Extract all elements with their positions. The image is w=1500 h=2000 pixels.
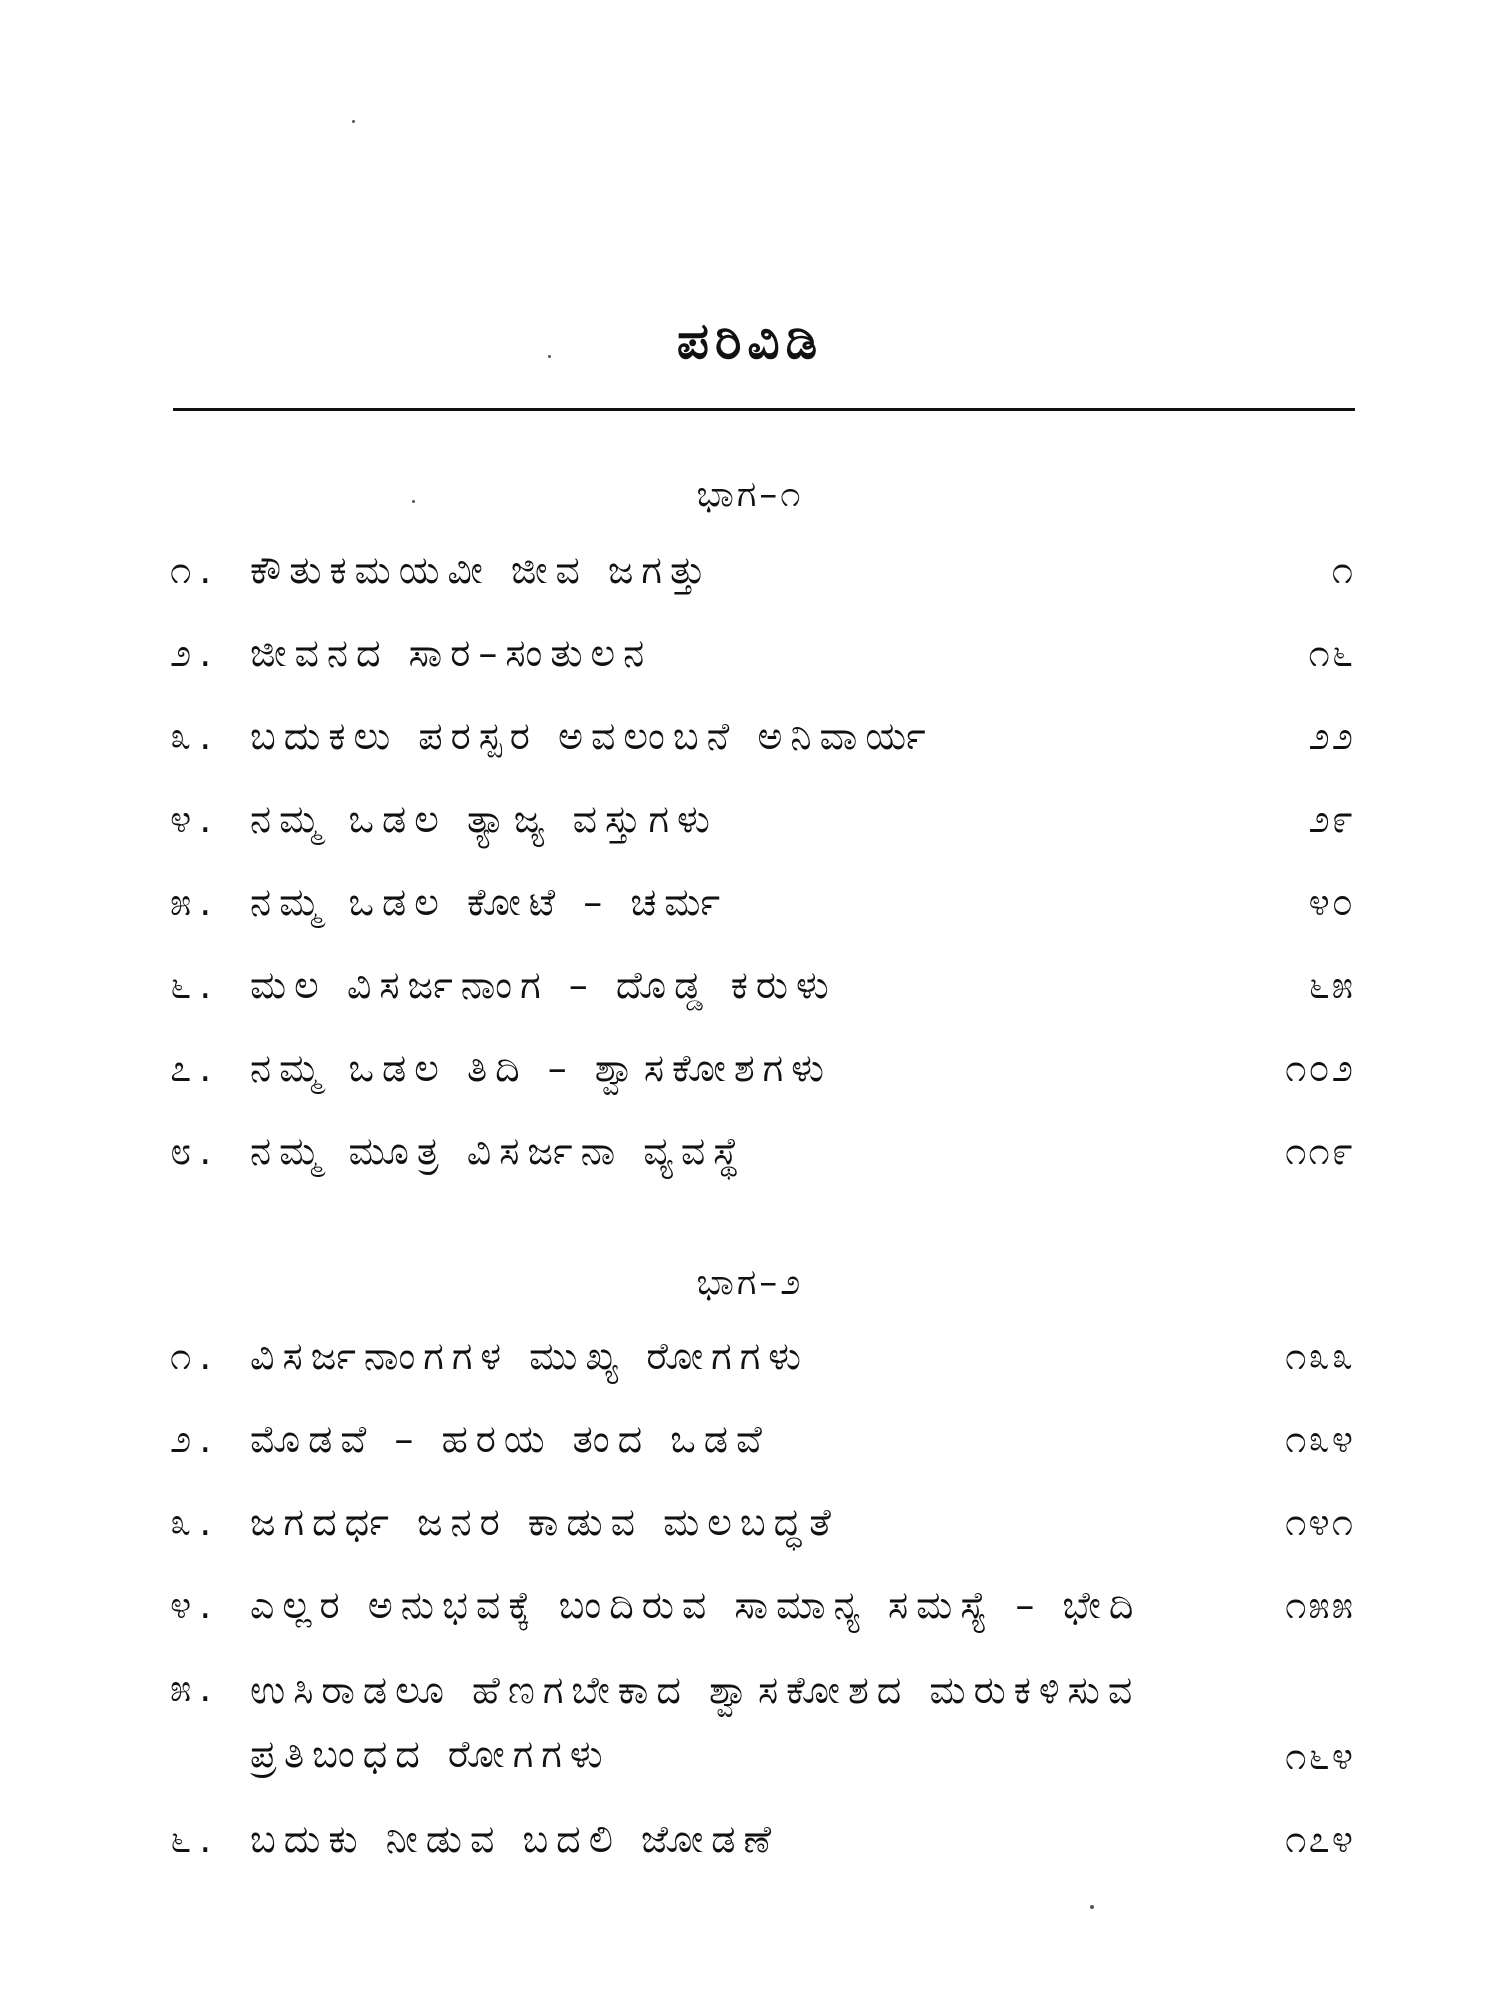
toc-entry (170, 706, 1355, 766)
toc-entry (170, 1492, 1355, 1552)
entry-number: ೪. (170, 797, 220, 841)
entry-title: ಉಸಿರಾಡಲೂ ಹೆಣಗಬೇಕಾದ ಶ್ವಾಸಕೋಶದ ಮರುಕಳಿಸುವ ಪ್ರತಿಬಂಧದ ರೋಗಗಳು (250, 1668, 1141, 1776)
entry-title: ಜೀವನದ ಸಾರ–ಸಂತುಲನ (250, 631, 653, 675)
entry-title: ನಮ್ಮ ಒಡಲ ತ್ಯಾಜ್ಯ ವಸ್ತುಗಳು (250, 797, 718, 841)
entry-page: ೧೩೪ (1285, 1417, 1355, 1461)
entry-title: ನಮ್ಮ ಒಡಲ ಕೋಟೆ – ಚರ್ಮ (250, 880, 729, 924)
entry-number: ೧. (170, 548, 220, 592)
toc-entry (170, 623, 1355, 683)
entry-title: ವಿಸರ್ಜನಾಂಗಗಳ ಮುಖ್ಯ ರೋಗಗಳು (250, 1334, 809, 1378)
part-heading-2: ಭಾಗ–೨ (696, 1262, 804, 1303)
entry-page: ೨೯ (1308, 797, 1355, 841)
entry-number: ೬. (170, 1817, 220, 1861)
toc-entry (170, 1326, 1355, 1386)
toc-entry (170, 540, 1355, 600)
scan-speck (352, 120, 355, 123)
entry-number: ೧. (170, 1334, 220, 1378)
entry-number: ೪. (170, 1583, 220, 1627)
entry-page: ೧೭೪ (1285, 1817, 1355, 1861)
entry-number: ೫. (170, 880, 220, 924)
toc-entry (170, 1121, 1355, 1181)
toc-entry (170, 1575, 1355, 1635)
entry-title: ಜಗದರ್ಧ ಜನರ ಕಾಡುವ ಮಲಬದ್ಧತೆ (250, 1500, 839, 1544)
entry-number: ೨. (170, 631, 220, 675)
entry-title: ನಮ್ಮ ಮೂತ್ರ ವಿಸರ್ಜನಾ ವ್ಯವಸ್ಥೆ (250, 1129, 747, 1173)
scan-speck (412, 500, 415, 503)
entry-page: ೧ (1331, 548, 1355, 592)
toc-entry (170, 1658, 1355, 1788)
scan-speck (548, 355, 551, 358)
entry-title: ಎಲ್ಲರ ಅನುಭವಕ್ಕೆ ಬಂದಿರುವ ಸಾಮಾನ್ಯ ಸಮಸ್ಯೆ – ಭೇದಿ (250, 1583, 1142, 1627)
entry-number: ೬. (170, 963, 220, 1007)
entry-page: ೪೦ (1308, 880, 1355, 924)
entry-title: ಬದುಕು ನೀಡುವ ಬದಲಿ ಜೋಡಣೆ (250, 1817, 780, 1861)
entry-title: ಬದುಕಲು ಪರಸ್ಪರ ಅವಲಂಬನೆ ಅನಿವಾರ್ಯ (250, 714, 934, 758)
entry-page: ೧೬೪ (1285, 1734, 1355, 1778)
entry-title: ಕೌತುಕಮಯವೀ ಜೀವ ಜಗತ್ತು (250, 548, 714, 592)
entry-page: ೧೧೯ (1285, 1129, 1355, 1173)
entry-page: ೨೨ (1308, 714, 1355, 758)
entry-number: ೨. (170, 1417, 220, 1461)
entry-page: ೧೦೨ (1285, 1046, 1355, 1090)
entry-page: ೧೬ (1308, 631, 1355, 675)
entry-number: ೫. (170, 1666, 220, 1710)
entry-page: ೧೫೫ (1285, 1583, 1355, 1627)
toc-entry (170, 1409, 1355, 1469)
entry-title: ನಮ್ಮ ಒಡಲ ತಿದಿ – ಶ್ವಾಸಕೋಶಗಳು (250, 1046, 832, 1090)
toc-entry (170, 955, 1355, 1015)
entry-page: ೧೩೩ (1285, 1334, 1355, 1378)
entry-title: ಮಲ ವಿಸರ್ಜನಾಂಗ – ದೊಡ್ಡ ಕರುಳು (250, 963, 837, 1007)
toc-entry (170, 1809, 1355, 1869)
title-divider (173, 408, 1355, 411)
scan-speck (1090, 1905, 1094, 1909)
toc-entry (170, 872, 1355, 932)
entry-page: ೬೫ (1308, 963, 1355, 1007)
part-heading-1: ಭಾಗ–೧ (696, 474, 804, 515)
entry-number: ೭. (170, 1046, 220, 1090)
toc-entry (170, 1038, 1355, 1098)
entry-title: ಮೊಡವೆ – ಹರಯ ತಂದ ಒಡವೆ (250, 1417, 770, 1461)
entry-number: ೩. (170, 1500, 220, 1544)
toc-entry (170, 789, 1355, 849)
entry-page: ೧೪೧ (1285, 1500, 1355, 1544)
page-title: ಪರಿವಿಡಿ (676, 312, 824, 370)
entry-number: ೩. (170, 714, 220, 758)
entry-number: ೮. (170, 1129, 220, 1173)
